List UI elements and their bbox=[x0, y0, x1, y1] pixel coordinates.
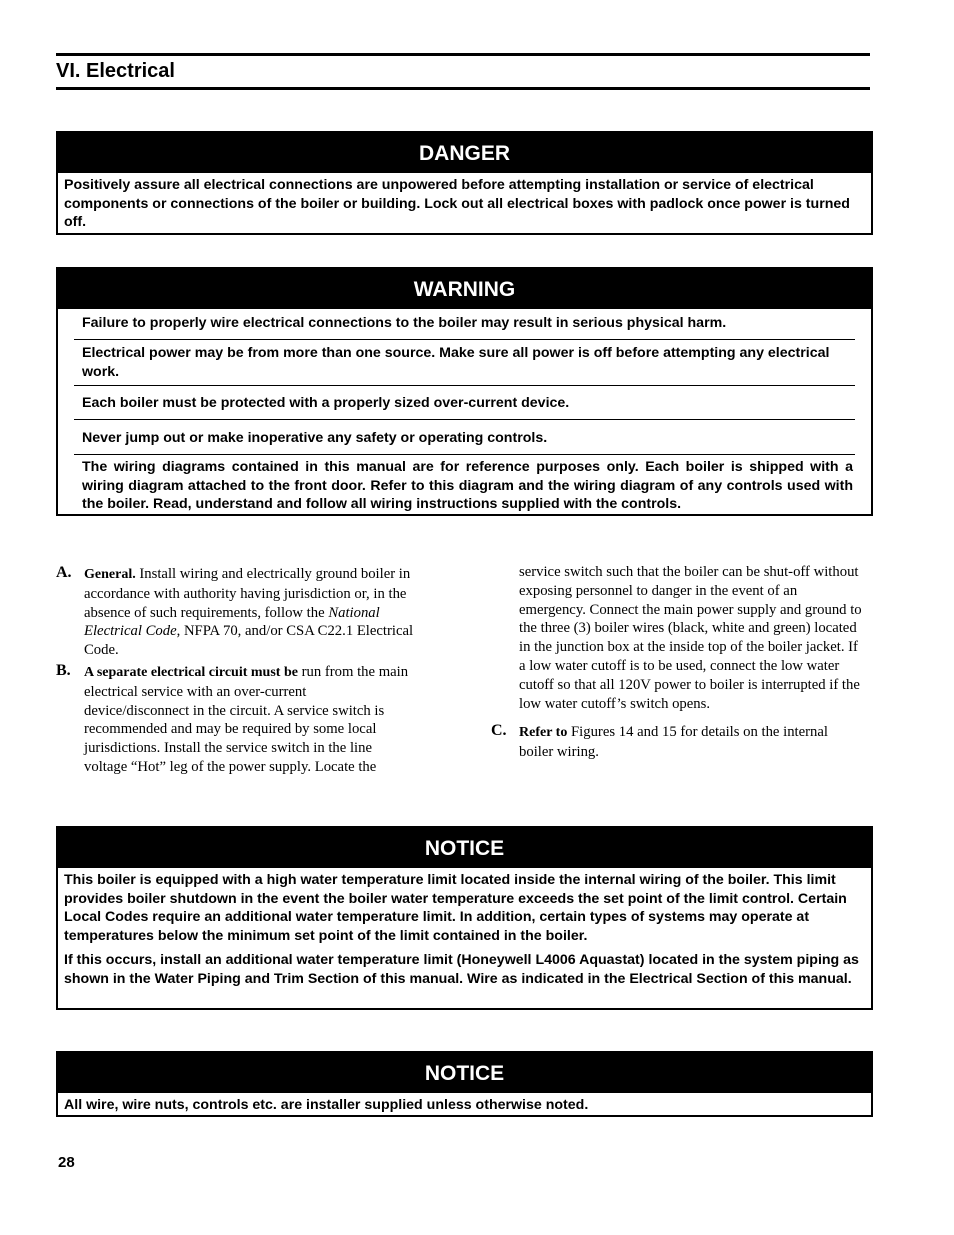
notice-box-1 bbox=[56, 826, 873, 1010]
section-title: VI. Electrical bbox=[56, 60, 175, 82]
danger-text-container bbox=[58, 173, 871, 236]
instructions-right-column bbox=[491, 563, 863, 762]
instruction-b-marker: B. bbox=[56, 661, 71, 679]
notice-2-heading: NOTICE bbox=[58, 1053, 871, 1093]
section-header bbox=[56, 53, 870, 90]
notice-box-2 bbox=[56, 1051, 873, 1117]
notice-1-heading: NOTICE bbox=[58, 828, 871, 868]
instruction-a-text-2: , NFPA 70, and/or CSA C22.1 Electrical Code. bbox=[84, 623, 414, 659]
notice-1-paragraph-2: If this occurs, install an additional water temperature limit (Honeywell L4006 Aquastat) located in the system piping as shown in the Water Piping and Trim Section of this manual. Wire as indicated in the Electrical Section of this manual. bbox=[64, 952, 859, 987]
instruction-c-text: Figures 14 and 15 for details on the internal boiler wiring. bbox=[519, 724, 828, 761]
page-number: 28 bbox=[58, 1154, 75, 1171]
warning-item-1: Failure to properly wire electrical connections to the boiler may result in serious physical harm. bbox=[74, 309, 855, 340]
warning-heading: WARNING bbox=[58, 269, 871, 309]
danger-box bbox=[56, 131, 873, 235]
instruction-c-marker: C. bbox=[491, 722, 507, 740]
warning-item-2: Electrical power may be from more than one source. Make sure all power is off before attempting any electrical work. bbox=[74, 340, 855, 386]
danger-text: Positively assure all electrical connections are unpowered before attempting installation or service of electrical components or connections of the boiler or building. Lock out all electrical boxes with padlock once power is turned off. bbox=[64, 177, 850, 230]
notice-2-text: All wire, wire nuts, controls etc. are installer supplied unless otherwise noted. bbox=[64, 1097, 589, 1113]
instruction-c bbox=[491, 723, 863, 762]
instruction-a-text-1: Install wiring and electrically ground boiler in accordance with authority having jurisdiction or, in the absence of such requirements, follow the bbox=[84, 566, 411, 621]
instructions-left-column bbox=[56, 565, 440, 777]
instruction-b bbox=[56, 663, 414, 777]
instruction-b-continued: service switch such that the boiler can be shut-off without exposing personnel to danger in the event of an emergency. Connect the main power supply and ground to the three (3) boiler wires (black, white and green) located in the junction box at the inside top of the boiler jacket. If a low water cutoff is to be used, connect the low water cutoff so that all 120V power to boiler is interrupted if the low water cutoff’s switch opens. bbox=[519, 564, 862, 712]
notice-1-body bbox=[58, 868, 871, 992]
danger-heading: DANGER bbox=[58, 133, 871, 173]
notice-2-body bbox=[58, 1093, 871, 1119]
warning-item-5: The wiring diagrams contained in this manual are for reference purposes only. Each boiler is shipped with a wiring diagram attached to the front door. Refer to this diagram and the wiring diagram of any controls used with the boiler. Read, understand and follow all wiring instructions supplied with the controls. bbox=[82, 459, 853, 512]
notice-1-paragraph-1: This boiler is equipped with a high water temperature limit located inside the internal wiring of the boiler. This limit provides boiler shutdown in the event the boiler water temperature exceeds the set point of the limit control. Certain Local Codes require an additional water temperature limit. In addition, certain types of systems may operate at temperatures below the minimum set point of the limit contained in the boiler. bbox=[64, 872, 847, 944]
instruction-c-lead: Refer to bbox=[519, 725, 568, 741]
instruction-a-code-name: National Electrical Code bbox=[84, 604, 380, 640]
warning-list bbox=[58, 309, 871, 513]
warning-box bbox=[56, 267, 873, 516]
instruction-a bbox=[56, 565, 440, 660]
instruction-a-lead: General. bbox=[84, 567, 136, 582]
instruction-a-marker: A. bbox=[56, 564, 72, 581]
warning-item-3: Each boiler must be protected with a properly sized over-current device. bbox=[74, 386, 855, 420]
instruction-b-text: run from the main electrical service with an over-current device/disconnect in the circuit. A service switch is recommended and may be required by some local jurisdictions. Install the service switch in the line voltage “Hot” leg of the power supply. Locate the bbox=[84, 663, 409, 775]
instruction-b-lead: A separate electrical circuit must be bbox=[84, 664, 298, 680]
warning-item-4: Never jump out or make inoperative any safety or operating controls. bbox=[74, 420, 855, 455]
